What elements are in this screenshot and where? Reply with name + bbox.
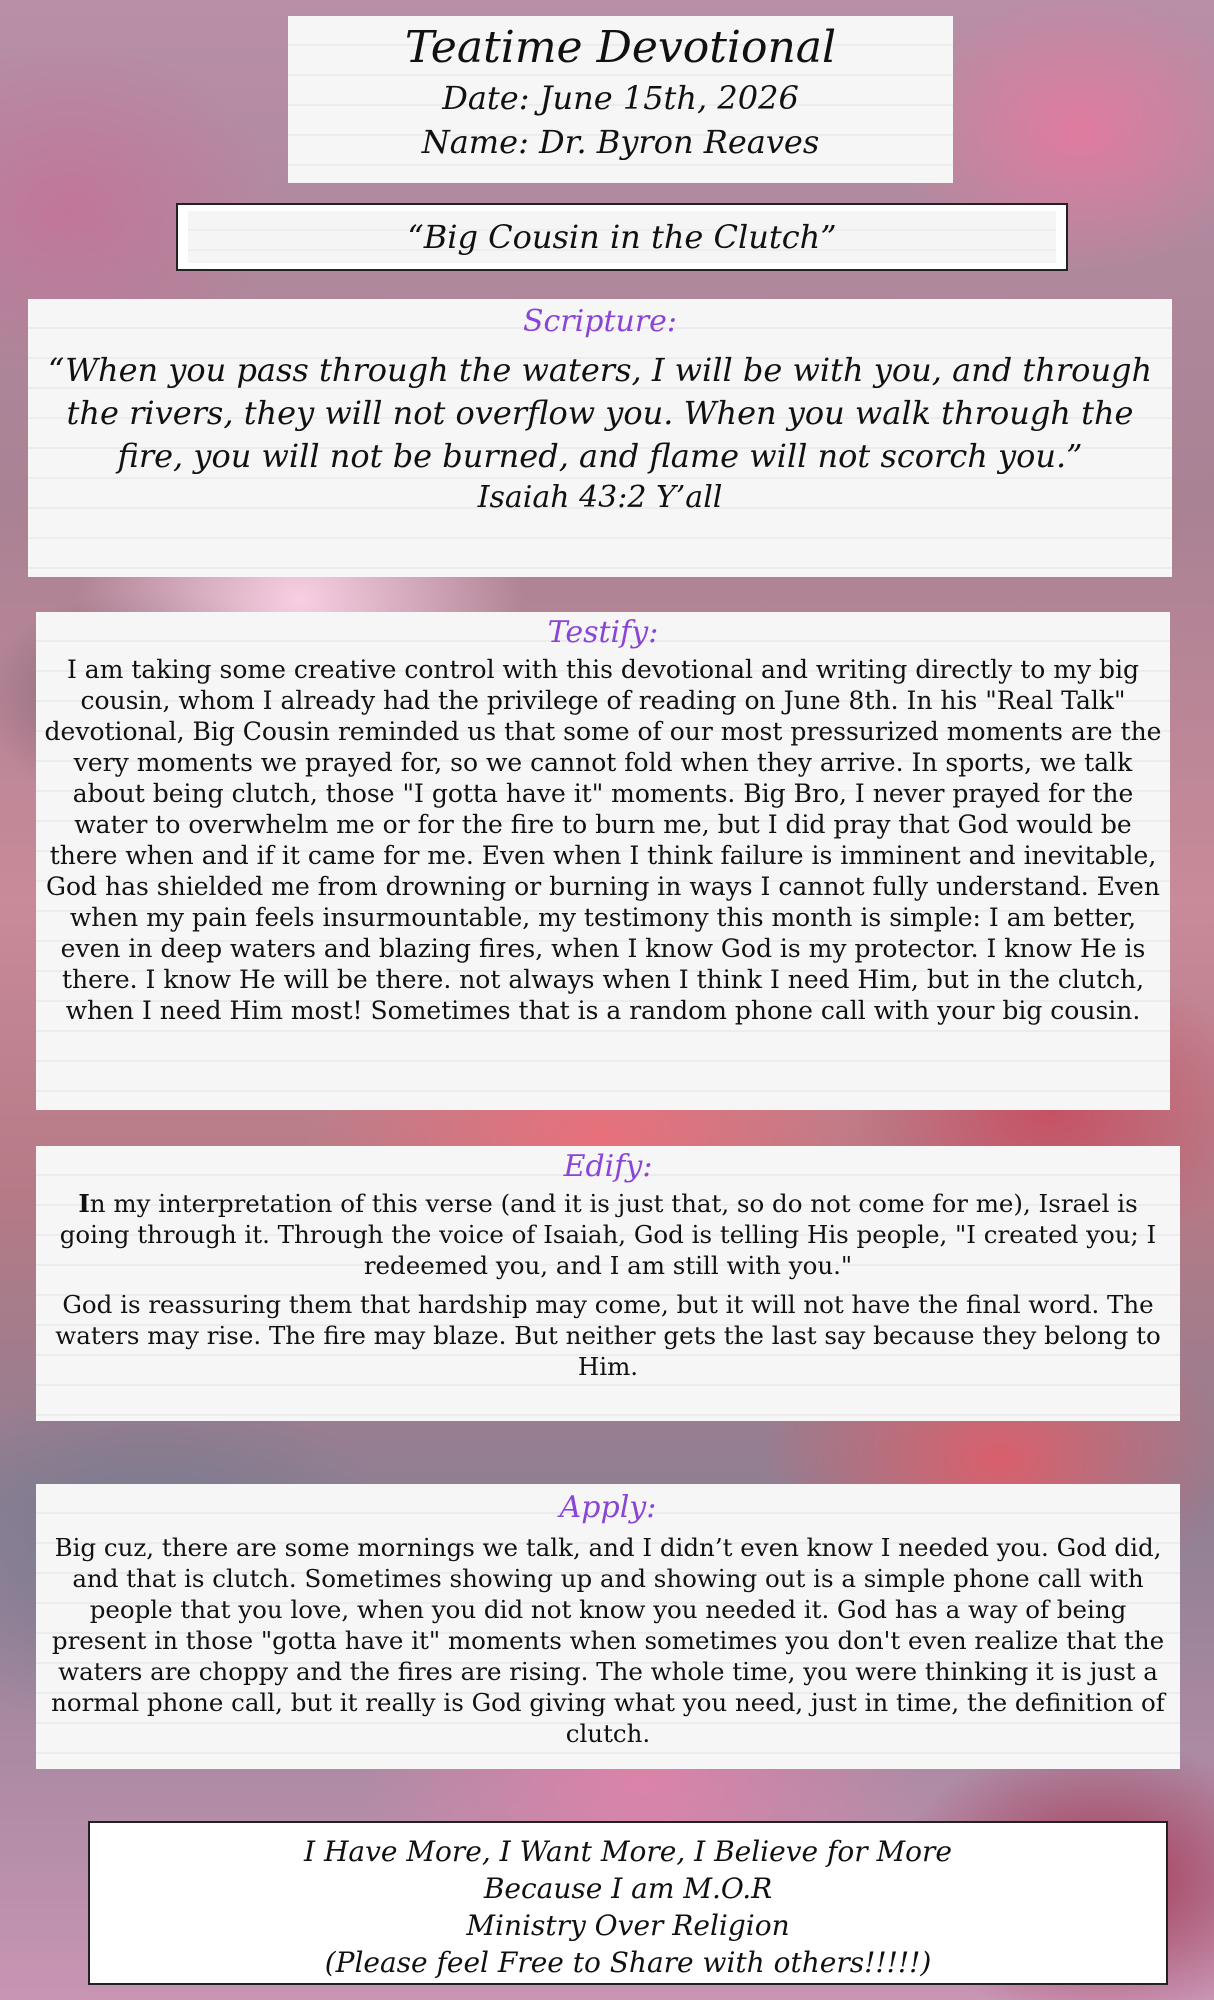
footer-line-4: (Please feel Free to Share with others!!!!!): [324, 1946, 932, 1979]
author-name: Name: Dr. Byron Reaves: [421, 123, 820, 161]
apply-section: [36, 1484, 1180, 1769]
devotional-date: Date: June 15th, 2026: [442, 79, 799, 117]
edify-paragraph-1: [44, 1188, 1172, 1281]
devotional-title: “Big Cousin in the Clutch”: [188, 211, 1056, 263]
scripture-section: [28, 299, 1172, 577]
devotional-title-box: [176, 203, 1068, 271]
edify-text: [44, 1188, 1172, 1382]
edify-heading: Edify:: [563, 1149, 653, 1184]
scripture-reference: Isaiah 43:2 Y’all: [477, 480, 723, 515]
footer-line-3: Ministry Over Religion: [466, 1909, 790, 1942]
edify-section: [36, 1146, 1180, 1421]
edify-paragraph-2: God is reassuring them that hardship may come, but it will not have the final word. The waters may rise. The fire may blaze. But neither gets the last say because they belong to Him.: [55, 1290, 1161, 1381]
apply-text: Big cuz, there are some mornings we talk, and I didn’t even know I needed you. God did, and that is clutch. Sometimes showing up and showing out is a simple phone call with people that you love, when you did not know you needed it. God has a way of being present in those "gotta have it" moments when sometimes you don't even realize that the waters are choppy and the fires are rising. The whole time, you were thinking it is just a normal phone call, but it really is God giving what you need, just in time, the definition of clutch.: [51, 1533, 1165, 1748]
testify-heading: Testify:: [547, 615, 659, 650]
scripture-heading: Scripture:: [522, 304, 678, 339]
devotional-series-title: Teatime Devotional: [404, 22, 837, 73]
footer-box: [88, 1821, 1168, 1985]
edify-drop-initial: I: [78, 1189, 90, 1218]
testify-text: I am taking some creative control with this devotional and writing directly to my big cousin, whom I already had the privilege of reading on June 8th. In his "Real Talk" devotional, Big Cousin reminded us that some of our most pressurized moments are the very moments we prayed for, so we cannot fold when they arrive. In sports, we talk about being clutch, those "I gotta have it" moments. Big Bro, I never prayed for the water to overwhelm me or for the fire to burn me, but I did pray that God would be there when and if it came for me. Even when I think failure is imminent and inevitable, God has shielded me from drowning or burning in ways I cannot fully understand. Even when my pain feels insurmountable, my testimony this month is simple: I am better, even in deep waters and blazing fires, when I know God is my protector. I know He is there. I know He will be there. not always when I think I need Him, but in the clutch, when I need Him most! Sometimes that is a random phone call with your big cousin.: [44, 655, 1162, 1025]
footer-line-2: Because I am M.O.R: [483, 1872, 773, 1905]
footer-line-1: I Have More, I Want More, I Believe for More: [304, 1835, 952, 1868]
testify-section: [36, 612, 1170, 1110]
apply-heading: Apply:: [559, 1490, 657, 1525]
scripture-verse: “When you pass through the waters, I will be with you, and through the rivers, they will not overflow you. When you walk through the fire, you will not be burned, and flame will not scorch you.”: [47, 351, 1153, 475]
edify-paragraph-1-text: n my interpretation of this verse (and it is just that, so do not come for me), Israel is going through it. Through the voice of Isaiah, God is telling His people, "I created you; I redeemed you, and I am still with you.": [59, 1189, 1157, 1280]
header-box: [288, 16, 953, 183]
